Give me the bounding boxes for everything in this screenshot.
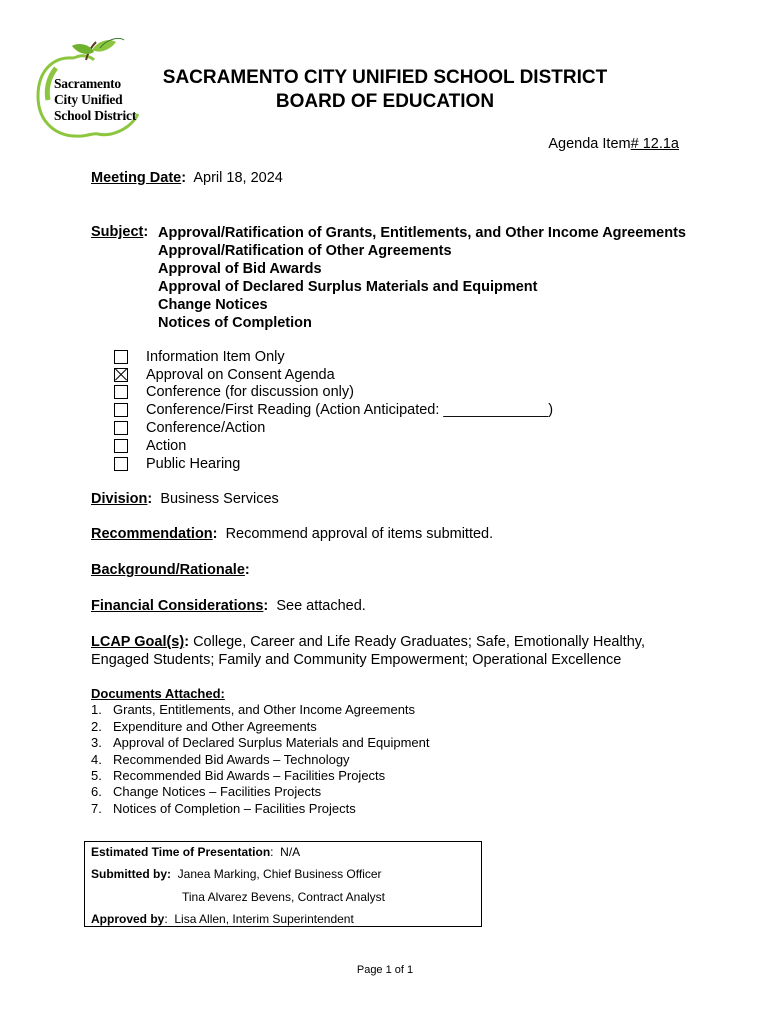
- checkbox[interactable]: [114, 457, 128, 471]
- lcap-goals: LCAP Goal(s): College, Career and Life Ready Graduates; Safe, Emotionally Healthy,: [91, 634, 645, 650]
- document-title: Approval of Declared Surplus Materials and Equipment: [113, 735, 430, 751]
- checkbox-label: Conference/First Reading (Action Anticipated: _____________): [146, 402, 554, 419]
- division: Division: Business Services: [91, 491, 279, 507]
- documents-attached: [91, 686, 430, 817]
- subject-line: Approval/Ratification of Grants, Entitlements, and Other Income Agreements: [158, 225, 686, 241]
- presentation-info-box: [84, 841, 482, 927]
- document-title: Recommended Bid Awards – Facilities Projects: [113, 768, 386, 784]
- subject-heading: Subject:: [91, 224, 149, 240]
- agenda-number: # 12.1a: [630, 136, 679, 152]
- submitted-by: [91, 867, 382, 881]
- checkbox-label: Public Hearing: [146, 455, 241, 472]
- document-title: Recommended Bid Awards – Technology: [113, 751, 350, 767]
- checkbox-row: [114, 419, 553, 437]
- subject-line: Change Notices: [158, 297, 268, 313]
- list-item: 1. Grants, Entitlements, and Other Income Agreements: [91, 702, 416, 718]
- checkbox-label: Action: [146, 437, 187, 454]
- logo-text: [54, 76, 136, 124]
- checkbox[interactable]: [114, 421, 128, 435]
- documents-heading: Documents Attached:: [91, 686, 225, 701]
- subject-line: Notices of Completion: [158, 315, 312, 331]
- presentation-time: Estimated Time of Presentation: N/A: [91, 845, 301, 859]
- list-item: 5. Recommended Bid Awards – Facilities Projects: [91, 768, 386, 784]
- meeting-date: Meeting Date: April 18, 2024: [91, 170, 283, 186]
- subject-line: Approval/Ratification of Other Agreements: [158, 243, 452, 259]
- document-title: Notices of Completion – Facilities Projects: [113, 800, 356, 816]
- checkbox[interactable]: [114, 385, 128, 399]
- list-item: 4. Recommended Bid Awards – Technology: [91, 751, 350, 767]
- division-value: Business Services: [160, 491, 279, 507]
- checkbox-row: [114, 366, 553, 384]
- checkbox-label: Conference/Action: [146, 420, 266, 437]
- checkbox-row: [114, 455, 553, 473]
- agenda-type-checklist: [114, 348, 553, 473]
- approved-by-value: Lisa Allen, Interim Superintendent: [174, 912, 354, 926]
- subject-line: Approval of Bid Awards: [158, 261, 322, 277]
- list-item: 6. Change Notices – Facilities Projects: [91, 784, 322, 800]
- background-label: Background/Rationale: [91, 562, 245, 578]
- board-title: BOARD OF EDUCATION: [275, 91, 495, 112]
- presentation-time-label: Estimated Time of Presentation: [91, 845, 271, 859]
- lcap-goals-cont: Engaged Students; Family and Community Empowerment; Operational Excellence: [91, 652, 622, 668]
- lcap-label: LCAP Goal(s): [91, 634, 185, 650]
- list-item: 3. Approval of Declared Surplus Materials and Equipment: [91, 735, 430, 751]
- meeting-date-label: Meeting Date: [91, 170, 182, 186]
- submitted-by-value: Janea Marking, Chief Business Officer: [177, 867, 382, 881]
- meeting-date-value: April 18, 2024: [193, 170, 283, 186]
- checkbox-row: [114, 437, 553, 455]
- district-logo: [34, 38, 146, 140]
- list-item: 7. Notices of Completion – Facilities Projects: [91, 800, 356, 816]
- submitted-by-2: Tina Alvarez Bevens, Contract Analyst: [182, 890, 385, 904]
- checkbox-row: [114, 348, 553, 366]
- approved-by-label: Approved by: [91, 912, 165, 926]
- subject-line: Approval of Declared Surplus Materials and Equipment: [158, 279, 538, 295]
- page-number: Page 1 of 1: [356, 964, 414, 976]
- background: Background/Rationale:: [91, 562, 250, 578]
- checkbox-checked[interactable]: [114, 368, 128, 382]
- document-title: Change Notices – Facilities Projects: [113, 784, 322, 800]
- submitted-by-label: Submitted by:: [91, 867, 171, 881]
- checkbox-label: Conference (for discussion only): [146, 384, 354, 401]
- logo-line: Sacramento: [54, 76, 121, 91]
- approved-by: Approved by: Lisa Allen, Interim Superintendent: [91, 912, 354, 926]
- recommendation-label: Recommendation: [91, 526, 213, 542]
- recommendation: Recommendation: Recommend approval of items submitted.: [91, 526, 494, 542]
- checkbox[interactable]: [114, 350, 128, 364]
- agenda-item: [548, 136, 679, 152]
- financial-considerations: Financial Considerations: See attached.: [91, 598, 366, 614]
- checkbox-label: Information Item Only: [146, 348, 285, 365]
- logo-line: City Unified: [54, 92, 123, 107]
- financial-label: Financial Considerations: [91, 598, 264, 614]
- checkbox[interactable]: [114, 403, 128, 417]
- agenda-label: Agenda Item: [548, 136, 631, 152]
- checkbox[interactable]: [114, 439, 128, 453]
- subject-label: Subject: [91, 224, 144, 240]
- document-title: Expenditure and Other Agreements: [113, 718, 317, 734]
- financial-value: See attached.: [276, 598, 366, 614]
- checkbox-row: [114, 384, 553, 402]
- checkbox-label: Approval on Consent Agenda: [146, 366, 335, 383]
- district-title: SACRAMENTO CITY UNIFIED SCHOOL DISTRICT: [162, 67, 608, 88]
- subject-list: [158, 224, 686, 332]
- list-item: 2. Expenditure and Other Agreements: [91, 718, 317, 734]
- division-label: Division: [91, 491, 148, 507]
- lcap-line: College, Career and Life Ready Graduates; Safe, Emotionally Healthy,: [193, 634, 645, 650]
- document-title: Grants, Entitlements, and Other Income Agreements: [113, 702, 416, 718]
- logo-line: School District: [54, 108, 137, 123]
- presentation-time-value: N/A: [280, 845, 301, 859]
- recommendation-value: Recommend approval of items submitted.: [225, 526, 494, 542]
- checkbox-row: [114, 401, 553, 419]
